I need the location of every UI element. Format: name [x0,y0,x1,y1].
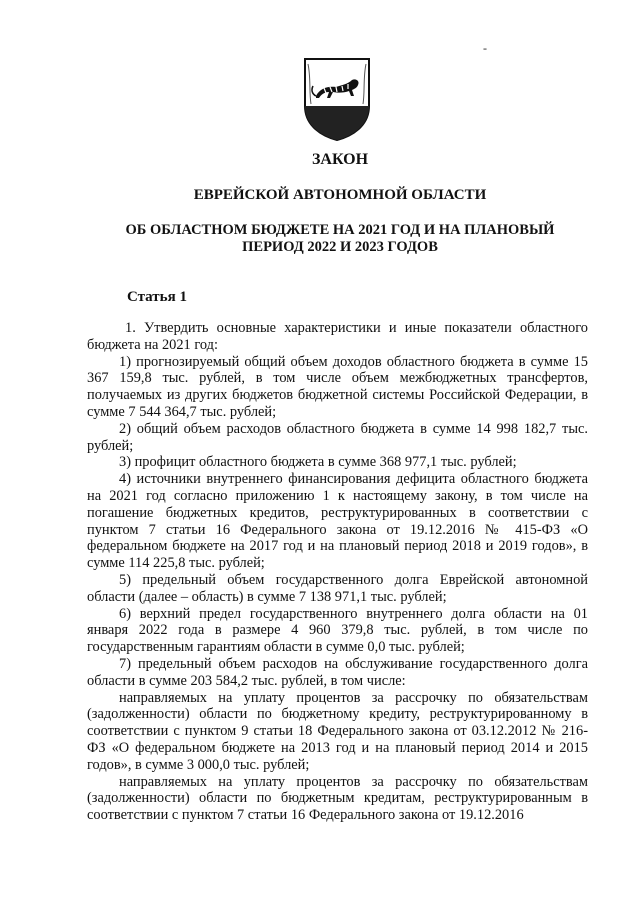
paragraph: 1) прогнозируемый общий объем доходов областного бюджета в сумме 15 367 159,8 тыс. рублей, в том числе объем межбюджетных трансфертов, получаемых из других бюджетов бюджетной системы Российской Федерации, в сумме 7 544 364,7 тыс. рублей; [87,353,588,420]
coat-of-arms-icon [302,56,372,142]
subject-line-2: ПЕРИОД 2022 И 2023 ГОДОВ [242,239,438,255]
paragraph: 1. Утвердить основные характеристики и иные показатели областного бюджета на 2021 год: [87,320,588,353]
law-label: ЗАКОН [311,151,369,168]
region-title: ЕВРЕЙСКОЙ АВТОНОМНОЙ ОБЛАСТИ [193,187,487,203]
paragraph: направляемых на уплату процентов за рассрочку по обязательствам (задолженности) области по бюджетным кредитам, реструктурированным в соответствии с пунктом 7 статьи 16 Федерального закона от 19.12.2016 [87,773,588,824]
paragraph: 5) предельный объем государственного долга Еврейской автономной области (далее – область) в сумме 7 138 971,1 тыс. рублей; [87,571,588,605]
paragraph: 7) предельный объем расходов на обслуживание государственного долга области в сумме 203 584,2 тыс. рублей, в том числе: [87,655,588,689]
article-title: Статья 1 [127,289,187,305]
subject-line-1: ОБ ОБЛАСТНОМ БЮДЖЕТЕ НА 2021 ГОД И НА ПЛАНОВЫЙ [125,222,555,238]
paragraph: 3) профицит областного бюджета в сумме 368 977,1 тыс. рублей; [119,454,517,471]
paragraph: 4) источники внутреннего финансирования дефицита областного бюджета на 2021 год согласно приложению 1 к настоящему закону, в том числе на погашение бюджетных кредитов, реструктурированных в соответствии с пунктом 7 статьи 16 Федерального закона от 19.12.2016 № 415-ФЗ «О федеральном бюджете на 2017 год и на плановый период 2018 и 2019 годов», в сумме 114 225,8 тыс. рублей; [87,471,588,572]
paragraph: направляемых на уплату процентов за рассрочку по обязательствам (задолженности) области по бюджетному кредиту, реструктурированному в соответствии с пунктом 9 статьи 18 Федерального закона от 03.12.2012 № 216-ФЗ «О федеральном бюджете на 2013 год и на плановый период 2014 и 2015 годов», в сумме 3 000,0 тыс. рублей; [87,689,588,773]
paragraph: 6) верхний предел государственного внутреннего долга области на 01 января 2022 года в размере 4 960 379,8 тыс. рублей, в том числе по государственным гарантиям области в сумме 0,0 тыс. рублей; [87,605,588,656]
corner-mark: - [483,41,487,55]
law-subject [90,222,590,256]
paragraph: 2) общий объем расходов областного бюджета в сумме 14 998 182,7 тыс. рублей; [87,420,588,454]
article-body [87,320,588,824]
